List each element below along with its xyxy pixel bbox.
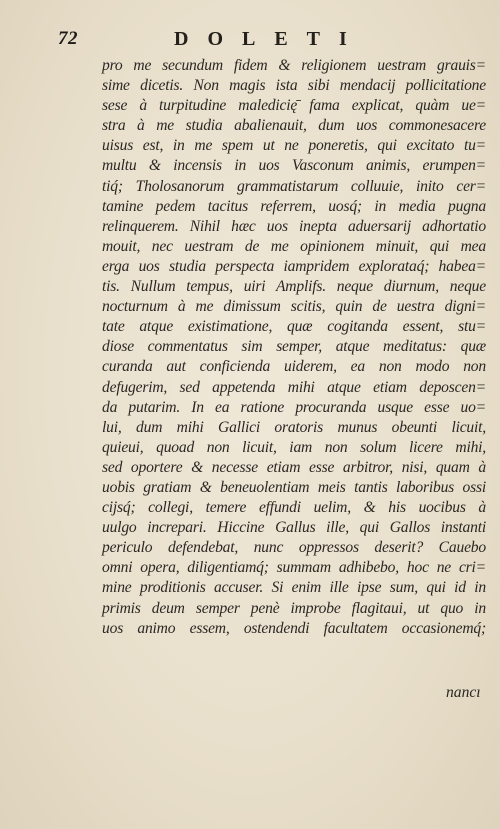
page-number: 72 xyxy=(58,28,78,49)
text-line: da putarim. In ea ratione procuranda usque esse uo= xyxy=(102,398,486,416)
text-line: primis deum semper penè improbe flagitaui, ut quo in xyxy=(102,599,486,617)
text-line: pro me secundum fidem & religionem uestram grauis= xyxy=(102,57,486,74)
text-line: mouit, nec uestram de me opinionem minuit, qui mea xyxy=(102,237,486,255)
text-line: periculo defendebat, nunc oppressos deserit? Cauebo xyxy=(102,539,486,557)
text-line: tate atque existimatione, quæ cogitanda essent, stu= xyxy=(102,318,486,336)
text-line: lui, dum mihi Gallici oratoris munus obeunti licuit, xyxy=(102,418,486,436)
catchword: nancı xyxy=(446,684,481,701)
text-line: sed oportere & necesse etiam esse arbitror, nisi, quam à xyxy=(102,458,486,476)
text-line: curanda aut conficienda uiderem, ea non modo non xyxy=(102,358,486,376)
text-line: sese à turpitudine maledicię̄ fama explicat, quàm ue= xyxy=(102,97,486,115)
text-line: mine proditionis accuser. Si enim ille ipse sum, qui id in xyxy=(102,579,486,597)
body-text xyxy=(102,56,486,639)
text-line: stra à me studia abalienauit, dum uos commonesacere xyxy=(102,117,486,135)
text-line: uulgo increpari. Hiccine Gallus ille, qui Gallos instanti xyxy=(102,519,486,537)
text-line: tamine pedem tacitus referrem, uosq́; in media pugna xyxy=(102,197,486,215)
text-line: sime dicetis. Non magis ista sibi mendacij pollicitatione xyxy=(102,77,486,95)
running-head: DOLETI xyxy=(174,28,366,50)
text-line: defugerim, sed appetenda mihi atque etiam deposcen= xyxy=(102,378,486,396)
text-line: uobis gratiam & beneuolentiam meis tantis laboribus ossi xyxy=(102,478,486,496)
text-line: cijsq́; collegi, temere effundi uelim, & his uocibus à xyxy=(102,499,486,517)
text-line: diose commentatus sim semper, atque meditatus: quæ xyxy=(102,338,486,356)
text-line: tiq́; Tholosanorum grammatistarum colluuie, inito cer= xyxy=(102,177,486,195)
text-line: multu & incensis in uos Vasconum animis, erumpen= xyxy=(102,157,486,175)
text-line: uos animo essem, ostendendi facultatem occasionemq́; xyxy=(102,619,486,637)
text-line: erga uos studia perspecta iampridem explorataq́; habea= xyxy=(102,257,486,275)
text-line: nocturnum à me dimissum scitis, quin de uestra digni= xyxy=(102,298,486,316)
text-line: quieui, quoad non licuit, iam non solum licere mihi, xyxy=(102,438,486,456)
text-line: omni opera, diligentiamq́; summam adhibebo, hoc ne cri= xyxy=(102,559,486,577)
text-line: relinquerem. Nihil hæc uos inepta aduersarij adhortatio xyxy=(102,217,486,235)
text-line: uisus est, in me spem ut ne poneretis, qui excitato tu= xyxy=(102,137,486,155)
text-line: tis. Nullum tempus, uiri Amplifs. neque diurnum, neque xyxy=(102,278,486,296)
